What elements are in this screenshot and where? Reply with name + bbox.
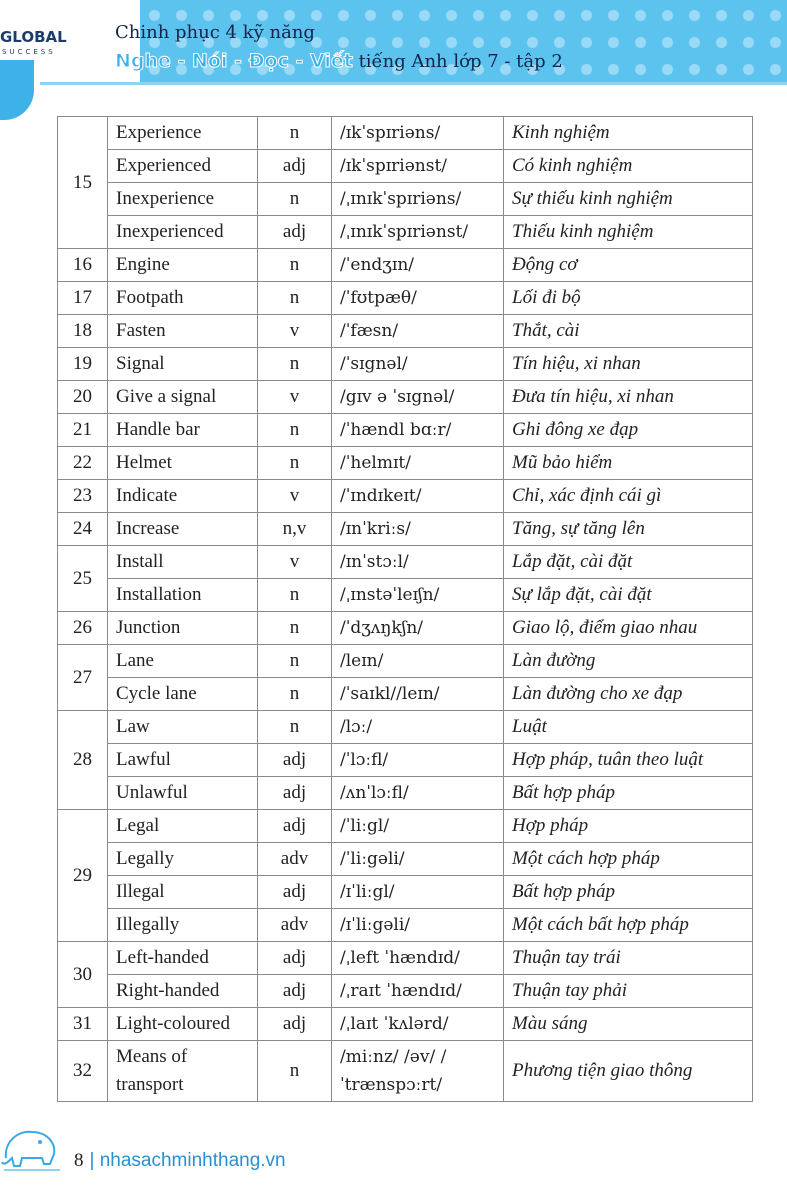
word-cell: Signal <box>108 348 258 381</box>
word-cell: Installation <box>108 579 258 612</box>
pronunciation-cell: /ɪˈliːgl/ <box>332 876 504 909</box>
word-cell: Lawful <box>108 744 258 777</box>
meaning-cell: Sự lắp đặt, cài đặt <box>504 579 753 612</box>
entry-number: 26 <box>58 612 108 645</box>
pronunciation-cell: /ˌraɪt ˈhændɪd/ <box>332 975 504 1008</box>
pronunciation-cell: /ɪkˈspɪriənst/ <box>332 150 504 183</box>
entry-number: 21 <box>58 414 108 447</box>
word-cell: Illegally <box>108 909 258 942</box>
meaning-cell: Thiếu kinh nghiệm <box>504 216 753 249</box>
page-footer <box>74 1150 286 1172</box>
entry-number: 30 <box>58 942 108 1008</box>
part-of-speech-cell: n <box>258 711 332 744</box>
table-row <box>58 348 753 381</box>
word-cell: Illegal <box>108 876 258 909</box>
meaning-cell: Đưa tín hiệu, xi nhan <box>504 381 753 414</box>
pronunciation-cell: /ˌɪnɪkˈspɪriəns/ <box>332 183 504 216</box>
part-of-speech-cell: n,v <box>258 513 332 546</box>
entry-number: 28 <box>58 711 108 810</box>
meaning-cell: Kinh nghiệm <box>504 117 753 150</box>
pronunciation-cell: /gɪv ə ˈsɪgnəl/ <box>332 381 504 414</box>
part-of-speech-cell: adj <box>258 1008 332 1041</box>
part-of-speech-cell: adv <box>258 909 332 942</box>
table-row <box>58 843 753 876</box>
pronunciation-cell: /ˈlɔːfl/ <box>332 744 504 777</box>
meaning-cell: Lối đi bộ <box>504 282 753 315</box>
meaning-cell: Lắp đặt, cài đặt <box>504 546 753 579</box>
pronunciation-cell: /ʌnˈlɔːfl/ <box>332 777 504 810</box>
meaning-cell: Tăng, sự tăng lên <box>504 513 753 546</box>
word-cell: Footpath <box>108 282 258 315</box>
meaning-cell: Có kinh nghiệm <box>504 150 753 183</box>
elephant-icon <box>0 1118 62 1172</box>
part-of-speech-cell: adj <box>258 810 332 843</box>
pronunciation-cell: /miːnz/ /əv/ /ˈtrænspɔːrt/ <box>332 1041 504 1102</box>
word-cell: Right-handed <box>108 975 258 1008</box>
word-cell: Experienced <box>108 150 258 183</box>
part-of-speech-cell: adv <box>258 843 332 876</box>
table-row <box>58 810 753 843</box>
part-of-speech-cell: adj <box>258 777 332 810</box>
table-row <box>58 216 753 249</box>
meaning-cell: Luật <box>504 711 753 744</box>
part-of-speech-cell: adj <box>258 975 332 1008</box>
entry-number: 17 <box>58 282 108 315</box>
pronunciation-cell: /ˌɪnstəˈleɪʃn/ <box>332 579 504 612</box>
entry-number: 23 <box>58 480 108 513</box>
pronunciation-cell: /ˌɪnɪkˈspɪriənst/ <box>332 216 504 249</box>
part-of-speech-cell: n <box>258 579 332 612</box>
part-of-speech-cell: n <box>258 183 332 216</box>
entry-number: 32 <box>58 1041 108 1102</box>
word-cell: Engine <box>108 249 258 282</box>
table-row <box>58 1041 753 1102</box>
entry-number: 16 <box>58 249 108 282</box>
table-row <box>58 645 753 678</box>
entry-number: 15 <box>58 117 108 249</box>
table-row <box>58 909 753 942</box>
meaning-cell: Thuận tay phải <box>504 975 753 1008</box>
part-of-speech-cell: n <box>258 249 332 282</box>
part-of-speech-cell: adj <box>258 876 332 909</box>
entry-number: 18 <box>58 315 108 348</box>
meaning-cell: Động cơ <box>504 249 753 282</box>
word-cell: Lane <box>108 645 258 678</box>
title-rest: tiếng Anh lớp 7 - tập 2 <box>358 51 563 72</box>
word-cell: Handle bar <box>108 414 258 447</box>
entry-number: 27 <box>58 645 108 711</box>
part-of-speech-cell: adj <box>258 216 332 249</box>
table-row <box>58 480 753 513</box>
table-row <box>58 579 753 612</box>
pronunciation-cell: /ɪˈliːgəli/ <box>332 909 504 942</box>
meaning-cell: Ghi đông xe đạp <box>504 414 753 447</box>
book-title-line2 <box>115 50 563 72</box>
table-row <box>58 612 753 645</box>
pronunciation-cell: /lɔː/ <box>332 711 504 744</box>
global-success-logo: GLOBAL <box>0 28 67 46</box>
word-cell: Legal <box>108 810 258 843</box>
meaning-cell: Bất hợp pháp <box>504 777 753 810</box>
entry-number: 29 <box>58 810 108 942</box>
pronunciation-cell: /ˈsaɪkl//leɪn/ <box>332 678 504 711</box>
meaning-cell: Hợp pháp <box>504 810 753 843</box>
table-row <box>58 744 753 777</box>
table-row <box>58 150 753 183</box>
website: | nhasachminhthang.vn <box>89 1150 286 1171</box>
table-row <box>58 381 753 414</box>
table-row <box>58 249 753 282</box>
table-row <box>58 117 753 150</box>
meaning-cell: Bất hợp pháp <box>504 876 753 909</box>
word-cell: Inexperienced <box>108 216 258 249</box>
word-cell: Junction <box>108 612 258 645</box>
word-cell: Light-coloured <box>108 1008 258 1041</box>
pronunciation-cell: /ɪkˈspɪriəns/ <box>332 117 504 150</box>
table-row <box>58 282 753 315</box>
pronunciation-cell: /ˈhændl bɑːr/ <box>332 414 504 447</box>
entry-number: 22 <box>58 447 108 480</box>
table-row <box>58 1008 753 1041</box>
word-cell: Law <box>108 711 258 744</box>
pronunciation-cell: /ˈsɪgnəl/ <box>332 348 504 381</box>
entry-number: 20 <box>58 381 108 414</box>
table-row <box>58 876 753 909</box>
part-of-speech-cell: n <box>258 678 332 711</box>
word-cell: Legally <box>108 843 258 876</box>
page-number: 8 <box>74 1150 84 1171</box>
word-cell: Helmet <box>108 447 258 480</box>
part-of-speech-cell: n <box>258 414 332 447</box>
part-of-speech-cell: n <box>258 117 332 150</box>
word-cell: Indicate <box>108 480 258 513</box>
table-row <box>58 414 753 447</box>
meaning-cell: Màu sáng <box>504 1008 753 1041</box>
part-of-speech-cell: v <box>258 315 332 348</box>
table-row <box>58 678 753 711</box>
part-of-speech-cell: v <box>258 480 332 513</box>
table-row <box>58 975 753 1008</box>
word-cell: Install <box>108 546 258 579</box>
meaning-cell: Một cách bất hợp pháp <box>504 909 753 942</box>
meaning-cell: Giao lộ, điểm giao nhau <box>504 612 753 645</box>
part-of-speech-cell: v <box>258 381 332 414</box>
entry-number: 24 <box>58 513 108 546</box>
part-of-speech-cell: n <box>258 447 332 480</box>
word-cell: Means of transport <box>108 1041 258 1102</box>
table-row <box>58 447 753 480</box>
meaning-cell: Sự thiếu kinh nghiệm <box>504 183 753 216</box>
pronunciation-cell: /ˈhelmɪt/ <box>332 447 504 480</box>
pronunciation-cell: /ˈfʊtpæθ/ <box>332 282 504 315</box>
word-cell: Unlawful <box>108 777 258 810</box>
part-of-speech-cell: n <box>258 645 332 678</box>
meaning-cell: Hợp pháp, tuân theo luật <box>504 744 753 777</box>
meaning-cell: Làn đường cho xe đạp <box>504 678 753 711</box>
part-of-speech-cell: n <box>258 612 332 645</box>
header-divider <box>40 82 787 85</box>
part-of-speech-cell: n <box>258 348 332 381</box>
pronunciation-cell: /ɪnˈkriːs/ <box>332 513 504 546</box>
meaning-cell: Một cách hợp pháp <box>504 843 753 876</box>
table-row <box>58 942 753 975</box>
entry-number: 19 <box>58 348 108 381</box>
part-of-speech-cell: v <box>258 546 332 579</box>
pronunciation-cell: /ˌlaɪt ˈkʌlərd/ <box>332 1008 504 1041</box>
title-highlight: Nghe - Nói - Đọc - Viết <box>115 50 353 72</box>
table-row <box>58 183 753 216</box>
meaning-cell: Mũ bảo hiểm <box>504 447 753 480</box>
meaning-cell: Làn đường <box>504 645 753 678</box>
pronunciation-cell: /ˈdʒʌŋkʃn/ <box>332 612 504 645</box>
part-of-speech-cell: adj <box>258 744 332 777</box>
part-of-speech-cell: adj <box>258 150 332 183</box>
book-title-line1: Chinh phục 4 kỹ năng <box>115 22 315 43</box>
logo-subtitle: SUCCESS <box>2 48 56 56</box>
table-row <box>58 777 753 810</box>
meaning-cell: Thắt, cài <box>504 315 753 348</box>
meaning-cell: Chỉ, xác định cái gì <box>504 480 753 513</box>
word-cell: Inexperience <box>108 183 258 216</box>
table-row <box>58 546 753 579</box>
meaning-cell: Phương tiện giao thông <box>504 1041 753 1102</box>
table-row <box>58 513 753 546</box>
pronunciation-cell: /ɪnˈstɔːl/ <box>332 546 504 579</box>
pronunciation-cell: /ˈendʒɪn/ <box>332 249 504 282</box>
part-of-speech-cell: n <box>258 1041 332 1102</box>
table-row <box>58 315 753 348</box>
word-cell: Give a signal <box>108 381 258 414</box>
word-cell: Experience <box>108 117 258 150</box>
word-cell: Fasten <box>108 315 258 348</box>
pronunciation-cell: /ˈliːgl/ <box>332 810 504 843</box>
pronunciation-cell: /ˈfæsn/ <box>332 315 504 348</box>
word-cell: Increase <box>108 513 258 546</box>
pronunciation-cell: /leɪn/ <box>332 645 504 678</box>
pronunciation-cell: /ˈɪndɪkeɪt/ <box>332 480 504 513</box>
word-cell: Cycle lane <box>108 678 258 711</box>
vocabulary-table <box>57 116 753 1102</box>
entry-number: 25 <box>58 546 108 612</box>
table-row <box>58 711 753 744</box>
part-of-speech-cell: adj <box>258 942 332 975</box>
entry-number: 31 <box>58 1008 108 1041</box>
meaning-cell: Tín hiệu, xi nhan <box>504 348 753 381</box>
meaning-cell: Thuận tay trái <box>504 942 753 975</box>
pronunciation-cell: /ˈliːgəli/ <box>332 843 504 876</box>
pronunciation-cell: /ˌleft ˈhændɪd/ <box>332 942 504 975</box>
word-cell: Left-handed <box>108 942 258 975</box>
part-of-speech-cell: n <box>258 282 332 315</box>
